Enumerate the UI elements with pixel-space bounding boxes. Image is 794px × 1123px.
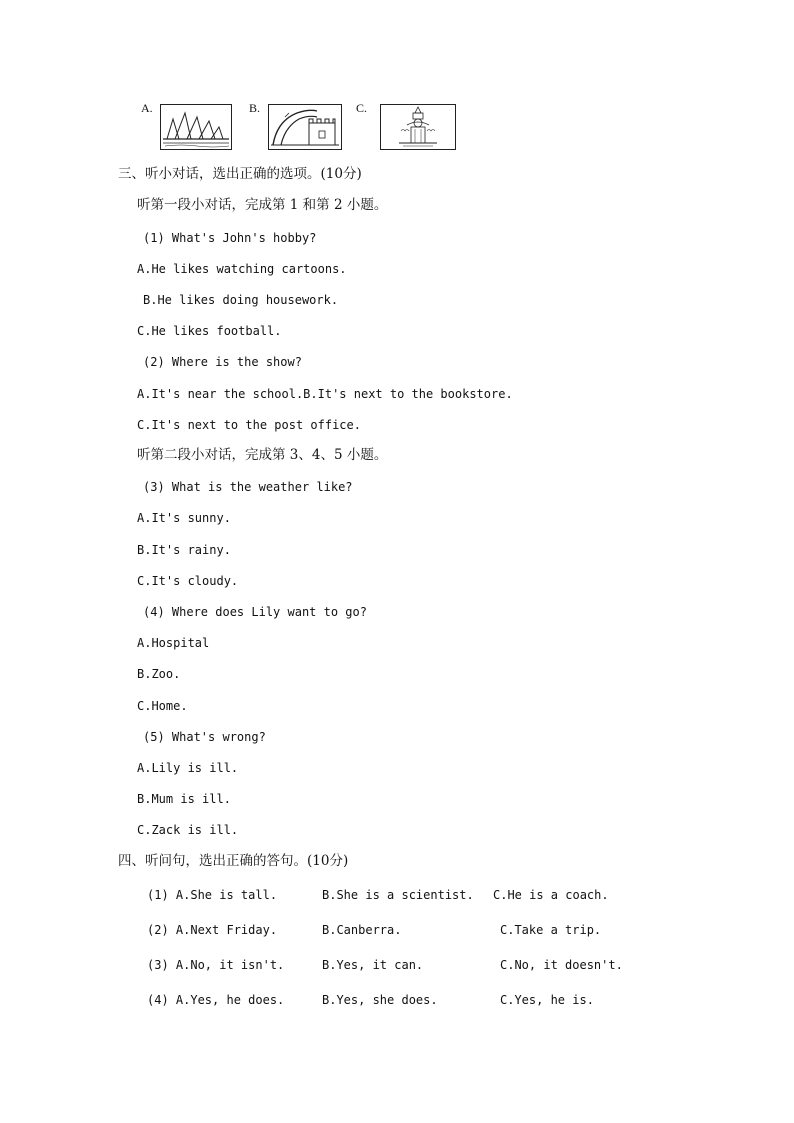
picture-option-c (380, 104, 456, 150)
question-3-stem: (3) What is the weather like? (143, 480, 353, 494)
picture-b-label: B. (249, 101, 261, 115)
question-1-option-b: B.He likes doing housework. (143, 293, 339, 307)
dialog-1-instruction: 听第一段小对话，完成第 1 和第 2 小题。 (137, 197, 388, 213)
answer-row-3-option-a: (3) A.No, it isn't. (147, 958, 285, 972)
answer-row-2-option-a: (2) A.Next Friday. (147, 923, 278, 937)
answer-row-2-option-c: C.Take a trip. (500, 923, 602, 937)
answer-row-4-option-c: C.Yes, he is. (500, 993, 594, 1007)
answer-row-1-option-a: (1) A.She is tall. (147, 888, 278, 902)
question-2-option-c: C.It's next to the post office. (137, 418, 361, 432)
question-5-option-b: B.Mum is ill. (137, 792, 231, 806)
dialog-2-instruction: 听第二段小对话，完成第 3、4、5 小题。 (137, 447, 388, 463)
question-1-stem: (1) What's John's hobby? (143, 231, 317, 245)
picture-c-label: C. (356, 101, 368, 115)
answer-row-1-option-b: B.She is a scientist. (322, 888, 474, 902)
question-5-option-a: A.Lily is ill. (137, 761, 239, 775)
section-4-heading: 四、听问句，选出正确的答句。(10分) (118, 853, 349, 869)
answer-row-4-option-b: B.Yes, she does. (322, 993, 438, 1007)
question-5-option-c: C.Zack is ill. (137, 823, 239, 837)
question-3-option-a: A.It's sunny. (137, 511, 231, 525)
picture-option-b (268, 104, 342, 150)
answer-row-3-option-c: C.No, it doesn't. (500, 958, 623, 972)
sydney-opera-house-icon (161, 105, 231, 149)
answer-row-4-option-a: (4) A.Yes, he does. (147, 993, 285, 1007)
question-4-option-b: B.Zoo. (137, 667, 181, 681)
question-5-stem: (5) What's wrong? (143, 730, 266, 744)
answer-row-3-option-b: B.Yes, it can. (322, 958, 424, 972)
question-3-option-b: B.It's rainy. (137, 543, 231, 557)
section-3-heading: 三、听小对话，选出正确的选项。(10分) (118, 166, 362, 182)
picture-a-label: A. (141, 101, 153, 115)
question-1-option-a: A.He likes watching cartoons. (137, 262, 347, 276)
question-4-option-c: C.Home. (137, 699, 188, 713)
question-2-stem: (2) Where is the show? (143, 355, 302, 369)
big-ben-tower-icon (381, 105, 455, 149)
answer-row-2-option-b: B.Canberra. (322, 923, 402, 937)
question-4-option-a: A.Hospital (137, 636, 210, 650)
picture-option-a (160, 104, 232, 150)
question-4-stem: (4) Where does Lily want to go? (143, 605, 367, 619)
answer-row-1-option-c: C.He is a coach. (493, 888, 609, 902)
question-2-options-ab: A.It's near the school.B.It's next to the bookstore. (137, 387, 513, 401)
great-wall-icon (269, 105, 341, 149)
question-3-option-c: C.It's cloudy. (137, 574, 239, 588)
question-1-option-c: C.He likes football. (137, 324, 282, 338)
